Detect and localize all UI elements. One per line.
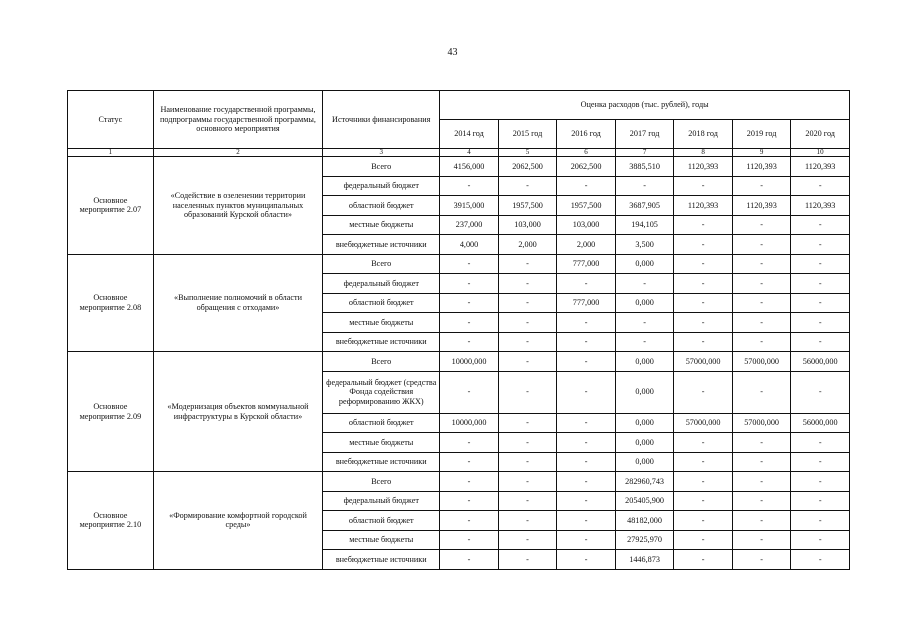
funding-source-cell: Всего	[323, 472, 440, 492]
value-cell: 0,000	[615, 413, 674, 433]
status-cell: Основное мероприятие 2.09	[68, 352, 154, 472]
funding-source-cell: федеральный бюджет	[323, 491, 440, 511]
column-number: 7	[615, 149, 674, 157]
column-number: 5	[498, 149, 557, 157]
value-cell: -	[557, 472, 616, 492]
table-row	[68, 254, 850, 274]
value-cell: -	[674, 176, 733, 196]
value-cell: 56000,000	[791, 352, 850, 372]
value-cell: 1120,393	[674, 157, 733, 177]
funding-source-cell: Всего	[323, 352, 440, 372]
value-cell: -	[732, 332, 791, 352]
value-cell: -	[440, 332, 499, 352]
value-cell: 27925,970	[615, 530, 674, 550]
funding-source-cell: местные бюджеты	[323, 530, 440, 550]
value-cell: -	[557, 313, 616, 333]
value-cell: -	[791, 176, 850, 196]
value-cell: 0,000	[615, 371, 674, 413]
value-cell: -	[498, 530, 557, 550]
value-cell: 3885,510	[615, 157, 674, 177]
value-cell: 0,000	[615, 433, 674, 453]
year-header: 2017 год	[615, 120, 674, 149]
value-cell: -	[440, 472, 499, 492]
value-cell: -	[732, 433, 791, 453]
value-cell: 3687,905	[615, 196, 674, 216]
value-cell: -	[732, 215, 791, 235]
value-cell: -	[791, 215, 850, 235]
value-cell: -	[498, 176, 557, 196]
value-cell: -	[674, 433, 733, 453]
value-cell: -	[440, 550, 499, 570]
funding-source-cell: областной бюджет	[323, 511, 440, 531]
funding-source-cell: Всего	[323, 254, 440, 274]
measure-name-cell: «Выполнение полномочий в области обращения с отходами»	[153, 254, 322, 352]
estimate-header: Оценка расходов (тыс. рублей), годы	[440, 91, 850, 120]
column-number: 9	[732, 149, 791, 157]
column-number: 8	[674, 149, 733, 157]
year-header: 2020 год	[791, 120, 850, 149]
value-cell: 0,000	[615, 254, 674, 274]
funding-source-cell: федеральный бюджет	[323, 274, 440, 294]
funding-source-cell: внебюджетные источники	[323, 550, 440, 570]
value-cell: 10000,000	[440, 352, 499, 372]
value-cell: -	[674, 371, 733, 413]
value-cell: -	[732, 235, 791, 255]
value-cell: -	[615, 274, 674, 294]
value-cell: 2062,500	[557, 157, 616, 177]
value-cell: -	[498, 491, 557, 511]
measure-name-cell: «Модернизация объектов коммунальной инфраструктуры в Курской области»	[153, 352, 322, 472]
value-cell: -	[732, 371, 791, 413]
value-cell: -	[674, 550, 733, 570]
value-cell: -	[732, 452, 791, 472]
year-header: 2014 год	[440, 120, 499, 149]
value-cell: -	[732, 550, 791, 570]
value-cell: 2,000	[498, 235, 557, 255]
value-cell: -	[674, 511, 733, 531]
value-cell: -	[732, 511, 791, 531]
funding-source-cell: федеральный бюджет	[323, 176, 440, 196]
value-cell: -	[557, 352, 616, 372]
value-cell: 1957,500	[557, 196, 616, 216]
value-cell: -	[557, 176, 616, 196]
value-cell: -	[498, 332, 557, 352]
value-cell: -	[674, 313, 733, 333]
value-cell: 1120,393	[791, 157, 850, 177]
column-number: 6	[557, 149, 616, 157]
column-number: 3	[323, 149, 440, 157]
value-cell: -	[498, 472, 557, 492]
value-cell: -	[674, 530, 733, 550]
value-cell: 1446,873	[615, 550, 674, 570]
value-cell: -	[498, 550, 557, 570]
value-cell: -	[440, 433, 499, 453]
value-cell: -	[674, 274, 733, 294]
status-cell: Основное мероприятие 2.10	[68, 472, 154, 570]
value-cell: -	[791, 433, 850, 453]
funding-source-cell: местные бюджеты	[323, 313, 440, 333]
value-cell: -	[791, 293, 850, 313]
year-header: 2018 год	[674, 120, 733, 149]
value-cell: -	[557, 491, 616, 511]
column-number: 4	[440, 149, 499, 157]
value-cell: 103,000	[557, 215, 616, 235]
header-row	[68, 91, 850, 120]
year-header: 2019 год	[732, 120, 791, 149]
funding-source-cell: областной бюджет	[323, 196, 440, 216]
value-cell: -	[557, 413, 616, 433]
value-cell: 1120,393	[732, 157, 791, 177]
value-cell: 777,000	[557, 293, 616, 313]
value-cell: 3,500	[615, 235, 674, 255]
value-cell: -	[791, 254, 850, 274]
value-cell: 0,000	[615, 352, 674, 372]
value-cell: 1120,393	[674, 196, 733, 216]
value-cell: -	[440, 511, 499, 531]
value-cell: 57000,000	[732, 352, 791, 372]
value-cell: -	[674, 293, 733, 313]
year-header: 2015 год	[498, 120, 557, 149]
value-cell: 48182,000	[615, 511, 674, 531]
value-cell: -	[674, 215, 733, 235]
value-cell: -	[732, 530, 791, 550]
value-cell: 282960,743	[615, 472, 674, 492]
value-cell: -	[557, 371, 616, 413]
value-cell: -	[498, 413, 557, 433]
value-cell: -	[791, 274, 850, 294]
value-cell: -	[732, 254, 791, 274]
value-cell: -	[440, 313, 499, 333]
funding-source-cell: внебюджетные источники	[323, 452, 440, 472]
value-cell: -	[674, 332, 733, 352]
value-cell: -	[498, 452, 557, 472]
value-cell: 3915,000	[440, 196, 499, 216]
value-cell: 10000,000	[440, 413, 499, 433]
value-cell: -	[440, 176, 499, 196]
value-cell: 103,000	[498, 215, 557, 235]
value-cell: -	[791, 472, 850, 492]
value-cell: -	[791, 530, 850, 550]
value-cell: -	[498, 433, 557, 453]
value-cell: -	[498, 371, 557, 413]
value-cell: 56000,000	[791, 413, 850, 433]
funding-source-cell: областной бюджет	[323, 293, 440, 313]
value-cell: -	[791, 452, 850, 472]
value-cell: 57000,000	[674, 352, 733, 372]
status-cell: Основное мероприятие 2.07	[68, 157, 154, 255]
table-body	[68, 157, 850, 570]
value-cell: 205405,900	[615, 491, 674, 511]
value-cell: 1120,393	[791, 196, 850, 216]
status-header: Статус	[68, 91, 154, 149]
name-header: Наименование государственной программы, подпрограммы государственной программы, основного мероприятия	[153, 91, 322, 149]
value-cell: -	[791, 235, 850, 255]
value-cell: -	[674, 452, 733, 472]
value-cell: -	[791, 313, 850, 333]
value-cell: -	[440, 293, 499, 313]
value-cell: -	[498, 352, 557, 372]
value-cell: 0,000	[615, 293, 674, 313]
value-cell: -	[732, 293, 791, 313]
year-header: 2016 год	[557, 120, 616, 149]
value-cell: -	[615, 332, 674, 352]
column-number: 2	[153, 149, 322, 157]
value-cell: 194,105	[615, 215, 674, 235]
value-cell: -	[498, 254, 557, 274]
funding-source-cell: федеральный бюджет (средства Фонда содействия реформированию ЖКХ)	[323, 371, 440, 413]
budget-table	[67, 90, 850, 570]
table-row	[68, 352, 850, 372]
funding-source-cell: внебюджетные источники	[323, 332, 440, 352]
value-cell: -	[615, 313, 674, 333]
value-cell: -	[557, 452, 616, 472]
value-cell: 1957,500	[498, 196, 557, 216]
value-cell: -	[498, 511, 557, 531]
value-cell: -	[732, 472, 791, 492]
status-cell: Основное мероприятие 2.08	[68, 254, 154, 352]
value-cell: -	[557, 332, 616, 352]
value-cell: -	[557, 274, 616, 294]
value-cell: -	[732, 313, 791, 333]
value-cell: 237,000	[440, 215, 499, 235]
column-number: 1	[68, 149, 154, 157]
value-cell: -	[674, 254, 733, 274]
value-cell: -	[791, 550, 850, 570]
table-row	[68, 157, 850, 177]
value-cell: -	[440, 254, 499, 274]
table-row	[68, 472, 850, 492]
value-cell: -	[557, 433, 616, 453]
value-cell: -	[615, 176, 674, 196]
value-cell: -	[498, 313, 557, 333]
value-cell: 2062,500	[498, 157, 557, 177]
value-cell: -	[732, 274, 791, 294]
measure-name-cell: «Формирование комфортной городской среды»	[153, 472, 322, 570]
value-cell: -	[440, 371, 499, 413]
value-cell: 4,000	[440, 235, 499, 255]
value-cell: 777,000	[557, 254, 616, 274]
value-cell: -	[732, 491, 791, 511]
value-cell: -	[440, 452, 499, 472]
value-cell: -	[791, 491, 850, 511]
value-cell: -	[498, 293, 557, 313]
value-cell: -	[440, 530, 499, 550]
value-cell: 57000,000	[674, 413, 733, 433]
funding-source-cell: внебюджетные источники	[323, 235, 440, 255]
funding-source-cell: местные бюджеты	[323, 215, 440, 235]
value-cell: -	[498, 274, 557, 294]
value-cell: -	[674, 491, 733, 511]
value-cell: 57000,000	[732, 413, 791, 433]
value-cell: -	[557, 530, 616, 550]
value-cell: -	[557, 550, 616, 570]
value-cell: 0,000	[615, 452, 674, 472]
sources-header: Источники финансирования	[323, 91, 440, 149]
page-number: 43	[447, 47, 458, 58]
measure-name-cell: «Содействие в озеленении территории населенных пунктов муниципальных образований Курской области»	[153, 157, 322, 255]
value-cell: -	[732, 176, 791, 196]
value-cell: -	[791, 371, 850, 413]
funding-source-cell: областной бюджет	[323, 413, 440, 433]
value-cell: -	[791, 332, 850, 352]
value-cell: -	[440, 274, 499, 294]
value-cell: -	[557, 511, 616, 531]
value-cell: -	[674, 472, 733, 492]
value-cell: 2,000	[557, 235, 616, 255]
value-cell: -	[440, 491, 499, 511]
value-cell: 4156,000	[440, 157, 499, 177]
funding-source-cell: местные бюджеты	[323, 433, 440, 453]
value-cell: -	[791, 511, 850, 531]
column-numbers-row	[68, 149, 850, 157]
funding-source-cell: Всего	[323, 157, 440, 177]
value-cell: 1120,393	[732, 196, 791, 216]
value-cell: -	[674, 235, 733, 255]
column-number: 10	[791, 149, 850, 157]
